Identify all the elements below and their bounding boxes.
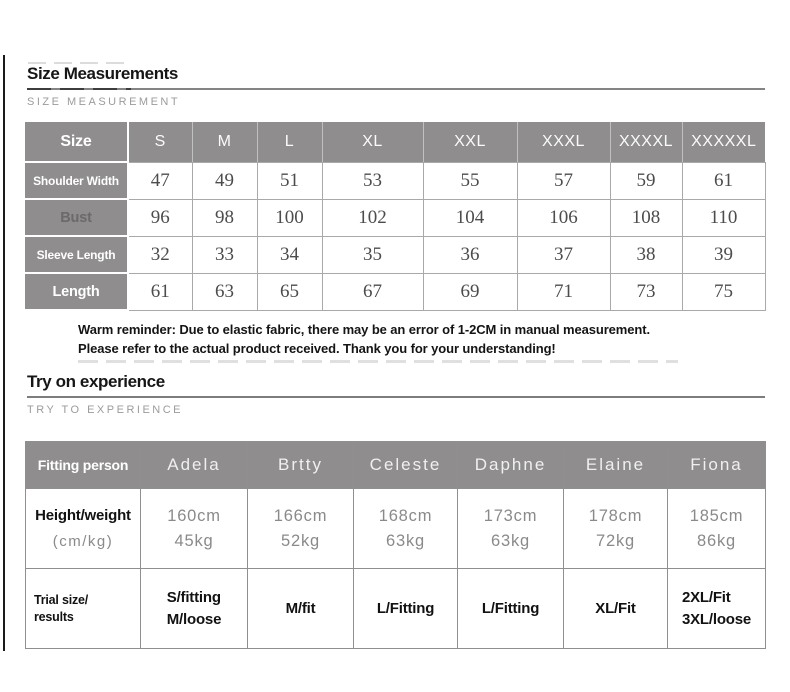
left-accent-bar xyxy=(3,55,5,651)
size-value-cell: 38 xyxy=(610,236,682,273)
size-value-cell: 63 xyxy=(192,273,257,310)
fitting-person-header: Celeste xyxy=(354,442,458,489)
height-weight-value-line: 86kg xyxy=(697,531,736,550)
size-table-head xyxy=(25,122,765,162)
size-value-cell: 37 xyxy=(517,236,610,273)
size-value-cell: 47 xyxy=(128,162,192,199)
size-row-label: Shoulder Width xyxy=(25,162,128,199)
size-value-cell: 32 xyxy=(128,236,192,273)
size-value-cell: 55 xyxy=(423,162,517,199)
size-value-cell: 75 xyxy=(682,273,765,310)
size-value-cell: 36 xyxy=(423,236,517,273)
height-weight-value xyxy=(458,489,564,569)
size-value-cell: 100 xyxy=(257,199,322,236)
tryon-table-corner-label: Fitting person xyxy=(26,442,141,489)
trial-result-block xyxy=(167,587,221,631)
trial-result-block xyxy=(286,598,316,620)
height-weight-label-line1: Height/weight xyxy=(35,506,131,524)
decorative-dashes-reminder xyxy=(78,360,678,363)
height-weight-value-line: 45kg xyxy=(174,531,214,550)
height-weight-value-line: 52kg xyxy=(281,531,320,550)
trial-result-line: M/loose xyxy=(166,610,222,628)
trial-size-label-line2: results xyxy=(34,609,74,624)
size-value-cell: 98 xyxy=(192,199,257,236)
height-weight-value-line: 168cm xyxy=(378,506,433,525)
size-value-cell: 35 xyxy=(322,236,423,273)
size-column-header: XXL xyxy=(423,122,517,162)
size-table-row xyxy=(25,162,765,199)
height-weight-value-line: 173cm xyxy=(483,506,538,525)
height-weight-value-line: 185cm xyxy=(689,506,744,525)
tryon-table-body xyxy=(26,489,766,649)
size-value-cell: 73 xyxy=(610,273,682,310)
tryon-section-subtitle: TRY TO EXPERIENCE xyxy=(27,404,184,416)
size-table-body xyxy=(25,162,765,310)
height-weight-label xyxy=(26,489,141,569)
tryon-table xyxy=(25,441,766,649)
size-value-cell: 61 xyxy=(682,162,765,199)
size-column-header: XXXXL xyxy=(610,122,682,162)
size-value-cell: 61 xyxy=(128,273,192,310)
height-weight-value xyxy=(354,489,458,569)
height-weight-value xyxy=(141,489,248,569)
height-weight-value-line: 63kg xyxy=(491,531,530,550)
size-table-row xyxy=(25,199,765,236)
trial-result-value xyxy=(248,569,354,649)
size-value-cell: 69 xyxy=(423,273,517,310)
size-value-cell: 106 xyxy=(517,199,610,236)
size-column-header: L xyxy=(257,122,322,162)
size-value-cell: 59 xyxy=(610,162,682,199)
size-value-cell: 51 xyxy=(257,162,322,199)
trial-result-line: L/Fitting xyxy=(376,599,435,617)
trial-size-label xyxy=(26,569,141,649)
size-value-cell: 104 xyxy=(423,199,517,236)
size-value-cell: 96 xyxy=(128,199,192,236)
trial-size-row xyxy=(26,569,766,649)
size-value-cell: 67 xyxy=(322,273,423,310)
size-value-cell: 102 xyxy=(322,199,423,236)
trial-result-value xyxy=(354,569,458,649)
height-weight-label-line2: (cm/kg) xyxy=(52,532,114,550)
size-column-header: XXXXXL xyxy=(682,122,765,162)
trial-result-line: 3XL/loose xyxy=(681,610,752,628)
size-row-label: Sleeve Length xyxy=(25,236,128,273)
size-section-subtitle: SIZE MEASUREMENT xyxy=(27,96,181,108)
height-weight-value-line: 160cm xyxy=(167,506,221,525)
size-value-cell: 39 xyxy=(682,236,765,273)
height-weight-value xyxy=(248,489,354,569)
fitting-person-header: Brtty xyxy=(248,442,354,489)
trial-result-line: XL/Fit xyxy=(595,599,636,617)
size-value-cell: 34 xyxy=(257,236,322,273)
size-section-divider-dark-dashes xyxy=(27,88,131,90)
size-table-corner-label: Size xyxy=(25,122,128,162)
trial-result-value xyxy=(141,569,248,649)
size-column-header: XL xyxy=(322,122,423,162)
size-value-cell: 49 xyxy=(192,162,257,199)
height-weight-value xyxy=(564,489,668,569)
warm-reminder-line1: Warm reminder: Due to elastic fabric, there may be an error of 1-2CM in manual measurement. xyxy=(78,322,650,337)
size-value-cell: 110 xyxy=(682,199,765,236)
trial-result-block xyxy=(482,598,539,620)
size-row-label: Length xyxy=(25,273,128,310)
size-value-cell: 53 xyxy=(322,162,423,199)
trial-result-block xyxy=(682,587,751,631)
fitting-person-header: Elaine xyxy=(564,442,668,489)
trial-result-line: L/Fitting xyxy=(481,599,540,617)
size-column-header: S xyxy=(128,122,192,162)
tryon-table-header-row xyxy=(26,442,766,489)
trial-result-value xyxy=(564,569,668,649)
trial-size-label-line1: Trial size/ xyxy=(34,592,89,607)
size-value-cell: 33 xyxy=(192,236,257,273)
height-weight-value xyxy=(668,489,766,569)
tryon-section-title: Try on experience xyxy=(27,372,165,391)
height-weight-value-line: 72kg xyxy=(596,531,635,550)
height-weight-value-line: 166cm xyxy=(273,506,328,525)
tryon-section-divider xyxy=(27,396,765,398)
size-row-label: Bust xyxy=(25,199,128,236)
size-section-divider xyxy=(27,88,765,90)
size-value-cell: 108 xyxy=(610,199,682,236)
size-table-row xyxy=(25,273,765,310)
size-column-header: XXXL xyxy=(517,122,610,162)
trial-result-value xyxy=(458,569,564,649)
height-weight-row xyxy=(26,489,766,569)
size-column-header: M xyxy=(192,122,257,162)
warm-reminder xyxy=(78,321,738,358)
size-table-header-row xyxy=(25,122,765,162)
trial-result-line: M/fit xyxy=(285,599,316,617)
trial-result-value xyxy=(668,569,766,649)
tryon-table-head xyxy=(26,442,766,489)
size-table-row xyxy=(25,236,765,273)
height-weight-value-line: 63kg xyxy=(386,531,425,550)
size-value-cell: 71 xyxy=(517,273,610,310)
trial-result-line: 2XL/Fit xyxy=(681,588,731,606)
size-value-cell: 65 xyxy=(257,273,322,310)
height-weight-value-line: 178cm xyxy=(588,506,643,525)
size-table xyxy=(25,122,766,311)
trial-result-block xyxy=(377,598,434,620)
fitting-person-header: Adela xyxy=(141,442,248,489)
trial-result-line: S/fitting xyxy=(166,588,221,606)
warm-reminder-line2: Please refer to the actual product received. Thank you for your understanding! xyxy=(78,340,556,356)
size-value-cell: 57 xyxy=(517,162,610,199)
size-section-title: Size Measurements xyxy=(27,64,178,83)
fitting-person-header: Fiona xyxy=(668,442,766,489)
trial-result-block xyxy=(595,598,635,620)
fitting-person-header: Daphne xyxy=(458,442,564,489)
